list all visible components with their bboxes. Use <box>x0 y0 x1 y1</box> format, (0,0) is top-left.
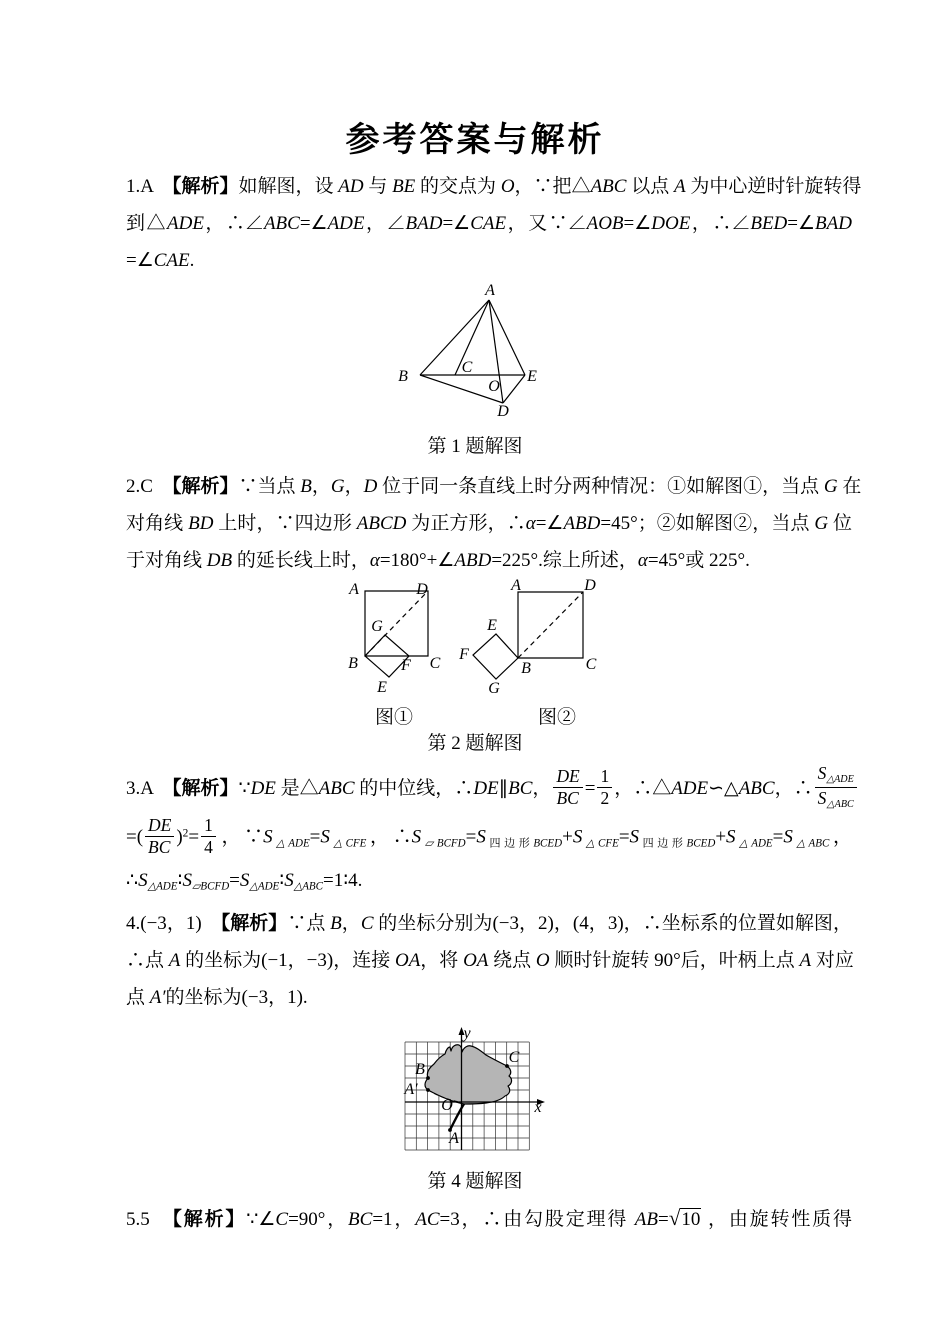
problem-4-line-1: 4.(−3，1) 【解析】∵点 B，C 的坐标分别为(−3，2)，(4，3)，∴坐标系的位置如解图， <box>126 913 852 934</box>
fig2-d2-label-g: G <box>488 680 500 697</box>
fig1-label-e: E <box>527 368 537 385</box>
problem-1-line-2: 到△ADE，∴∠ABC=∠ADE，∠BAD=∠CAE，又∵∠AOB=∠DOE，∴∠BED=∠BAD <box>126 213 852 234</box>
fig4-label-y-axis: y <box>463 1025 471 1042</box>
problem-2-line-3: 于对角线 DB 的延长线上时，α=180°+∠ABD=225°.综上所述，α=45°或 225°. <box>126 550 750 571</box>
fig2-d2-label-a: A <box>511 577 521 594</box>
fig2-d1-label-d: D <box>416 581 428 598</box>
fig2-d2-label-b: B <box>521 660 531 677</box>
figure-4-caption: 第 4 题解图 <box>427 1171 523 1192</box>
fig4-leaf-shape <box>425 1045 512 1104</box>
figure-1-caption: 第 1 题解图 <box>427 436 523 457</box>
page-title: 参考答案与解析 <box>345 121 605 159</box>
problem-3-line-1: 3.A 【解析】∵DE 是△ABC 的中位线，∴DE∥BC， $\frac{DE}{BC}$ = $\frac{1}{2}$ ，∴△ADE∽△ABC，∴ $\frac{S_{\triangle ADE}}{S_{\triangle ABC}}$ <box>126 766 852 813</box>
fig4-label-a: A <box>449 1130 459 1147</box>
fig2-subcaption-2: 图② <box>537 707 577 728</box>
figure-2-squares-diagram <box>340 578 630 730</box>
fig2-d2-label-d: D <box>584 577 596 594</box>
problem-4-line-3: 点 A′的坐标为(−3，1). <box>126 987 308 1008</box>
fig1-label-d: D <box>497 403 509 420</box>
fig2-d2-label-e: E <box>487 617 497 634</box>
problem-3-line-2: =( $\frac{DE}{BC}$ )$^2$= $\frac{1}{4}$ ，$\because S_{\triangle ADE}=S_{\triangle CFE}$，$\therefore S_{▱BCFD}=S_{四边形BCED}+S_{\triangle CFE}=S_{四边形BCED}+S_{\triangle ADE}=S_{\triangle ABC}$， <box>126 815 852 857</box>
problem-3-line-3: $\therefore S_{\triangle ADE}∶S_{▱BCFD}=S_{\triangle ADE}∶S_{\triangle ABC}=1∶4$. <box>126 870 363 893</box>
problem-1-line-1: 1.A 【解析】如解图，设 AD 与 BE 的交点为 O，∵把△ABC 以点 A 为中心逆时针旋转得 <box>126 176 862 197</box>
fig2-d1-label-a: A <box>349 581 359 598</box>
problem-2-line-2: 对角线 BD 上时，∵四边形 ABCD 为正方形，∴α=∠ABD=45°；②如解图②，当点 G 位 <box>126 513 852 534</box>
fig1-label-o: O <box>488 378 500 395</box>
fig2-d1-label-c: C <box>429 655 441 672</box>
fig2-d1-label-f: F <box>401 657 411 674</box>
fig2-d1-label-e: E <box>377 679 387 696</box>
fig1-label-a: A <box>485 282 495 299</box>
fig4-label-b: B <box>415 1061 425 1078</box>
figure-4-grid-leaf-diagram <box>398 1026 550 1158</box>
fig2-d1-label-g: G <box>371 618 383 635</box>
problem-2-line-1: 2.C 【解析】∵当点 B，G，D 位于同一条直线上时分两种情况：①如解图①，当点 G 在 <box>126 476 862 497</box>
fig4-label-x-axis: x <box>534 1099 542 1116</box>
problem-4-line-2: ∴点 A 的坐标为(−1，−3)，连接 OA，将 OA 绕点 O 顺时针旋转 90°后，叶柄上点 A 对应 <box>126 950 854 971</box>
fig4-label-o: O <box>441 1097 453 1114</box>
problem-5-line-1: 5.5 【解析】∵∠C=90°，BC=1，AC=3，∴由勾股定理得 AB=√10 ，由旋转性质得 <box>126 1206 852 1230</box>
fig1-label-b: B <box>398 368 408 385</box>
fig2-d2-label-c: C <box>585 656 597 673</box>
fig4-label-c: C <box>508 1049 520 1066</box>
problem-1-line-3: =∠CAE. <box>126 250 195 271</box>
fig1-label-c: C <box>461 359 473 376</box>
fig2-d2-label-f: F <box>459 646 469 663</box>
fig2-d1-label-b: B <box>348 655 358 672</box>
fig2-subcaption-1: 图① <box>374 707 414 728</box>
figure-2-caption: 第 2 题解图 <box>427 733 523 754</box>
fig4-label-a-prime: A′ <box>404 1081 418 1098</box>
figure-1-triangle-diagram <box>390 282 560 427</box>
